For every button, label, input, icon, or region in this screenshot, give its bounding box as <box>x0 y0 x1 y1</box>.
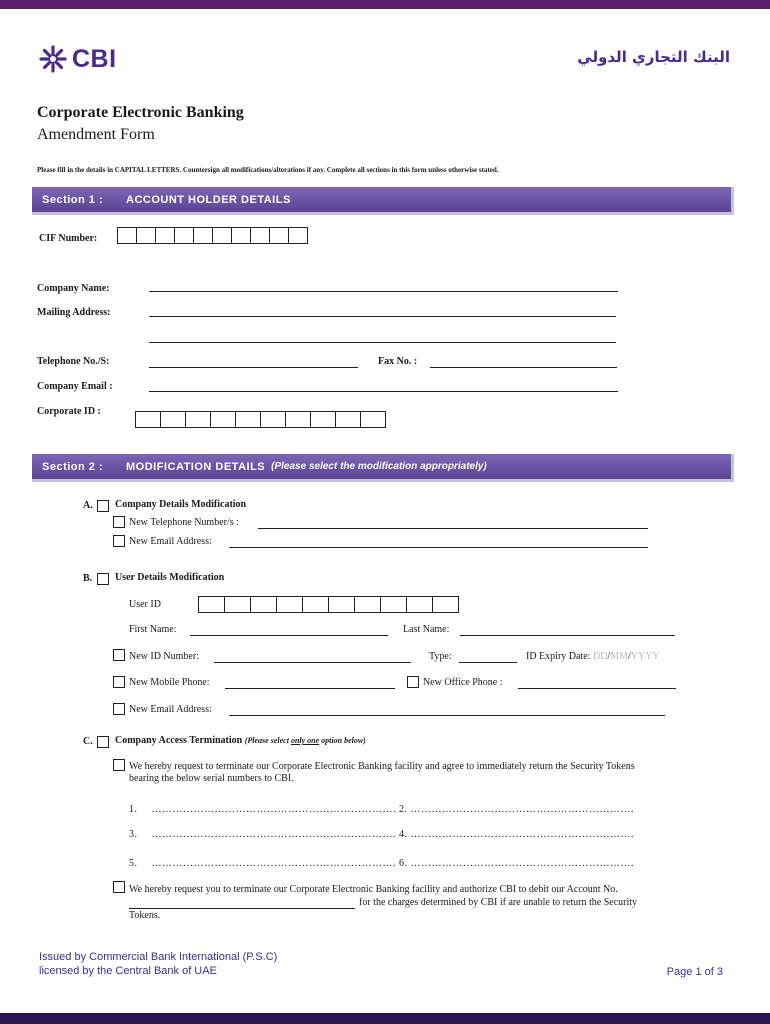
company-email-field[interactable] <box>149 391 618 392</box>
cif-digit-box[interactable] <box>250 227 270 244</box>
new-mobile-phone-checkbox[interactable] <box>113 676 125 688</box>
user-details-modification-checkbox[interactable] <box>97 573 109 585</box>
corporate-id-label: Corporate ID : <box>37 406 101 417</box>
user-id-char-box[interactable] <box>224 596 251 613</box>
company-email-label: Company Email : <box>37 381 113 392</box>
company-access-termination-checkbox[interactable] <box>97 736 109 748</box>
company-name-field[interactable] <box>149 291 618 292</box>
new-office-phone-label: New Office Phone : <box>423 677 503 688</box>
telephone-field[interactable] <box>149 367 358 368</box>
serial-row-3[interactable]: 5. ……………………………………………………………. 6. ………………………………………………………. <box>129 858 634 869</box>
new-mobile-phone-label: New Mobile Phone: <box>129 677 210 688</box>
id-type-label: Type: <box>429 651 452 662</box>
new-id-number-label: New ID Number: <box>129 651 199 662</box>
new-office-phone-checkbox[interactable] <box>407 676 419 688</box>
new-id-number-checkbox[interactable] <box>113 649 125 661</box>
issuer-line-2: licensed by the Central Bank of UAE <box>39 965 217 977</box>
cif-digit-box[interactable] <box>288 227 308 244</box>
cif-digit-box[interactable] <box>269 227 289 244</box>
form-title: Corporate Electronic Banking <box>37 104 244 121</box>
cif-digit-box[interactable] <box>155 227 175 244</box>
terminate-debit-account-text-line3: Tokens. <box>129 910 161 921</box>
corporate-id-digit-box[interactable] <box>160 411 186 428</box>
cif-digit-box[interactable] <box>231 227 251 244</box>
new-mobile-phone-field[interactable] <box>225 688 395 689</box>
company-details-modification-label: Company Details Modification <box>115 499 247 510</box>
user-id-char-box[interactable] <box>302 596 329 613</box>
terminate-debit-account-text-line1: We hereby request you to terminate our Corporate Electronic Banking facility and authorize CBI to debit our Account No. <box>129 884 618 895</box>
first-name-field[interactable] <box>190 635 388 636</box>
cbi-logo <box>38 44 117 74</box>
new-email-label: New Email Address: <box>129 536 212 547</box>
cif-label: CIF Number: <box>39 233 98 244</box>
mailing-address-field-line2[interactable] <box>149 342 616 343</box>
date-separator: / <box>627 651 631 662</box>
expiry-month-placeholder: MM <box>610 651 628 662</box>
terminate-return-tokens-text-line2: bearing the below serial numbers to CBI. <box>129 773 294 784</box>
company-access-termination-label <box>115 735 366 746</box>
terminate-debit-account-text-line2: for the charges determined by CBI if are unable to return the Security <box>359 897 638 908</box>
form-instructions: Please fill in the details in CAPITAL LETTERS. Countersign all modifications/alterations if any. Complete all sections in this form unless otherwise stated. <box>37 166 499 174</box>
id-expiry-date[interactable] <box>526 651 660 662</box>
id-expiry-label: ID Expiry Date: <box>526 651 591 662</box>
company-details-modification-checkbox[interactable] <box>97 500 109 512</box>
user-new-email-label: New Email Address: <box>129 704 212 715</box>
snowflake-icon <box>38 44 68 74</box>
option-b-letter: B. <box>83 573 93 584</box>
bottom-color-bar <box>0 1013 770 1024</box>
option-a-letter: A. <box>83 500 93 511</box>
last-name-field[interactable] <box>460 635 675 636</box>
corporate-id-digit-box[interactable] <box>260 411 286 428</box>
user-id-char-box[interactable] <box>432 596 459 613</box>
corporate-id-digit-box[interactable] <box>310 411 336 428</box>
section-2-header <box>32 454 734 482</box>
section-2-number: Section 2 : <box>42 460 104 473</box>
section-2-title: MODIFICATION DETAILS <box>126 460 266 473</box>
user-id-char-box[interactable] <box>198 596 225 613</box>
mailing-address-field-line1[interactable] <box>149 316 616 317</box>
user-details-modification-label: User Details Modification <box>115 572 225 583</box>
first-name-label: First Name: <box>129 624 177 635</box>
user-new-email-checkbox[interactable] <box>113 703 125 715</box>
logo-text: CBI <box>72 44 117 73</box>
fax-field[interactable] <box>430 367 617 368</box>
new-id-number-field[interactable] <box>214 662 411 663</box>
user-id-char-box[interactable] <box>328 596 355 613</box>
date-separator: / <box>607 651 611 662</box>
user-new-email-field[interactable] <box>229 715 665 716</box>
new-telephone-checkbox[interactable] <box>113 516 125 528</box>
top-color-bar <box>0 0 770 9</box>
option-c-letter: C. <box>83 736 93 747</box>
new-office-phone-field[interactable] <box>518 688 676 689</box>
termination-note: (Please select only one option below) <box>244 736 366 745</box>
corporate-id-digit-box[interactable] <box>360 411 386 428</box>
corporate-id-digit-box[interactable] <box>135 411 161 428</box>
telephone-label: Telephone No./S: <box>37 356 110 367</box>
corporate-id-digit-box[interactable] <box>335 411 361 428</box>
cif-digit-box[interactable] <box>212 227 232 244</box>
section-1-number: Section 1 : <box>42 193 104 206</box>
cif-digit-box[interactable] <box>117 227 137 244</box>
user-id-label: User ID <box>129 599 161 610</box>
section-2-note: (Please select the modification appropriately) <box>271 461 487 472</box>
corporate-id-digit-box[interactable] <box>210 411 236 428</box>
corporate-id-boxes[interactable] <box>135 411 385 428</box>
section-1-header <box>32 187 734 215</box>
mailing-address-label: Mailing Address: <box>37 307 111 318</box>
user-id-char-box[interactable] <box>276 596 303 613</box>
new-email-checkbox[interactable] <box>113 535 125 547</box>
cif-number-boxes[interactable] <box>117 227 307 244</box>
fax-label: Fax No. : <box>378 356 418 367</box>
company-name-label: Company Name: <box>37 283 110 294</box>
terminate-return-tokens-checkbox[interactable] <box>113 759 125 771</box>
cif-digit-box[interactable] <box>174 227 194 244</box>
cif-digit-box[interactable] <box>193 227 213 244</box>
new-email-field[interactable] <box>229 547 648 548</box>
corporate-id-digit-box[interactable] <box>235 411 261 428</box>
user-id-char-box[interactable] <box>354 596 381 613</box>
serial-row-1[interactable]: 1. ……………………………………………………………. 2. ………………………………………………………. <box>129 804 634 815</box>
user-id-char-box[interactable] <box>406 596 433 613</box>
expiry-year-placeholder: YYYY <box>630 651 660 662</box>
page-number: Page 1 of 3 <box>666 966 723 978</box>
corporate-id-digit-box[interactable] <box>285 411 311 428</box>
section-1-title: ACCOUNT HOLDER DETAILS <box>126 193 291 206</box>
last-name-label: Last Name: <box>403 624 450 635</box>
new-telephone-field[interactable] <box>258 528 648 529</box>
user-id-boxes[interactable] <box>198 596 458 613</box>
id-type-field[interactable] <box>459 662 517 663</box>
expiry-day-placeholder: DD <box>592 651 608 662</box>
terminate-debit-account-checkbox[interactable] <box>113 881 125 893</box>
new-telephone-label: New Telephone Number/s : <box>129 517 239 528</box>
user-id-char-box[interactable] <box>380 596 407 613</box>
form-subtitle: Amendment Form <box>37 126 155 143</box>
terminate-return-tokens-text-line1: We hereby request to terminate our Corporate Electronic Banking facility and agree to immediately return the Security Tokens <box>129 761 635 772</box>
debit-account-number-field[interactable] <box>129 908 355 909</box>
corporate-id-digit-box[interactable] <box>185 411 211 428</box>
user-id-char-box[interactable] <box>250 596 277 613</box>
cif-digit-box[interactable] <box>136 227 156 244</box>
company-access-termination-title: Company Access Termination <box>115 735 243 746</box>
arabic-bank-name: البنك التجاري الدولي <box>577 48 730 66</box>
issuer-line-1: Issued by Commercial Bank International (P.S.C) <box>39 951 278 963</box>
serial-row-2[interactable]: 3. ……………………………………………………………. 4. ………………………………………………………. <box>129 829 634 840</box>
